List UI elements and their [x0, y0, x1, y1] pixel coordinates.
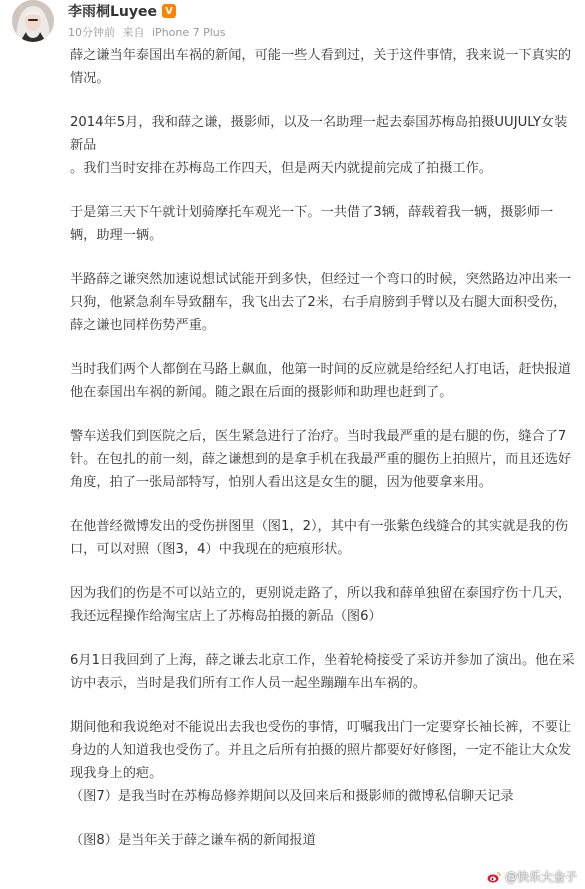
post-meta — [68, 24, 230, 40]
paragraph-11: 期间他和我说绝对不能说出去我也受伤的事情，叮嘱我出门一定要穿长袖长裤，不要让身边的人知道我也受伤了。并且之后所有拍摄的照片都要好好修图，一定不能让大众发现我身上的疤。 — [70, 720, 572, 781]
device-name[interactable]: iPhone 7 Plus — [152, 26, 226, 39]
paragraph-12: （图7）是我当时在苏梅岛修养期间以及回来后和摄影师的微博私信聊天记录 — [70, 789, 514, 804]
paragraph-5: 半路薛之谦突然加速说想试试能开到多快，但经过一个弯口的时候，突然路边冲出来一只狗，他紧急刹车导致翻车，我飞出去了2米，右手肩膀到手臂以及右腿大面积受伤，薛之谦也同样伤势严重。 — [70, 272, 572, 333]
paragraph-7: 警车送我们到医院之后，医生紧急进行了治疗。当时我最严重的是右腿的伤，缝合了7针。在包扎的前一刻，薛之谦想到的是拿手机在我最严重的腿伤上拍照片，而且还选好角度，拍了一张局部特写，怕别人看出这是女生的腿，因为他要拿来用。 — [70, 429, 572, 490]
post-time: 10分钟前 — [68, 26, 115, 39]
post-header — [0, 0, 585, 44]
paragraph-13: （图8）是当年关于薛之谦车祸的新闻报道 — [70, 833, 316, 848]
paragraph-4: 于是第三天下午就计划骑摩托车观光一下。一共借了3辆，薛载着我一辆，摄影师一辆，助理一辆。 — [70, 205, 554, 243]
post-body — [70, 44, 575, 852]
paragraph-9: 因为我们的伤是不可以站立的，更别说走路了，所以我和薛单独留在泰国疗伤十几天，我还远程操作给淘宝店上了苏梅岛拍摄的新品（图6） — [70, 586, 572, 624]
paragraph-3: 。我们当时安排在苏梅岛工作四天，但是两天内就提前完成了拍摄工作。 — [70, 161, 492, 176]
weibo-logo-icon — [487, 871, 501, 883]
paragraph-10: 6月1日我回到了上海，薛之谦去北京工作，坐着轮椅接受了采访并参加了演出。他在采访中表示，当时是我们所有工作人员一起坐蹦蹦车出车祸的。 — [70, 653, 575, 691]
paragraph-1: 薛之谦当年泰国出车祸的新闻，可能一些人看到过，关于这件事情，我来说一下真实的情况。 — [70, 48, 572, 86]
username-text[interactable]: 李雨桐Luyee — [68, 4, 158, 20]
paragraph-8: 在他普经微博发出的受伤拼图里（图1，2），其中有一张紫色线缝合的其实就是我的伤口，可以对照（图3，4）中我现在的疤痕形状。 — [70, 519, 569, 557]
avatar[interactable] — [12, 0, 54, 42]
watermark-text: @快乐大金子 — [504, 870, 577, 884]
source-prefix: 来自 — [122, 26, 145, 39]
username[interactable] — [68, 1, 176, 21]
verified-badge-icon: V — [162, 4, 176, 18]
paragraph-6: 当时我们两个人都倒在马路上飙血，他第一时间的反应就是给经纪人打电话，赶快报道他在泰国出车祸的新闻。随之跟在后面的摄影师和助理也赶到了。 — [70, 362, 572, 400]
paragraph-2: 2014年5月，我和薛之谦，摄影师，以及一名助理一起去泰国苏梅岛拍摄UUJULY女装新品 — [70, 115, 568, 153]
avatar-image — [12, 0, 54, 42]
watermark — [487, 868, 577, 885]
